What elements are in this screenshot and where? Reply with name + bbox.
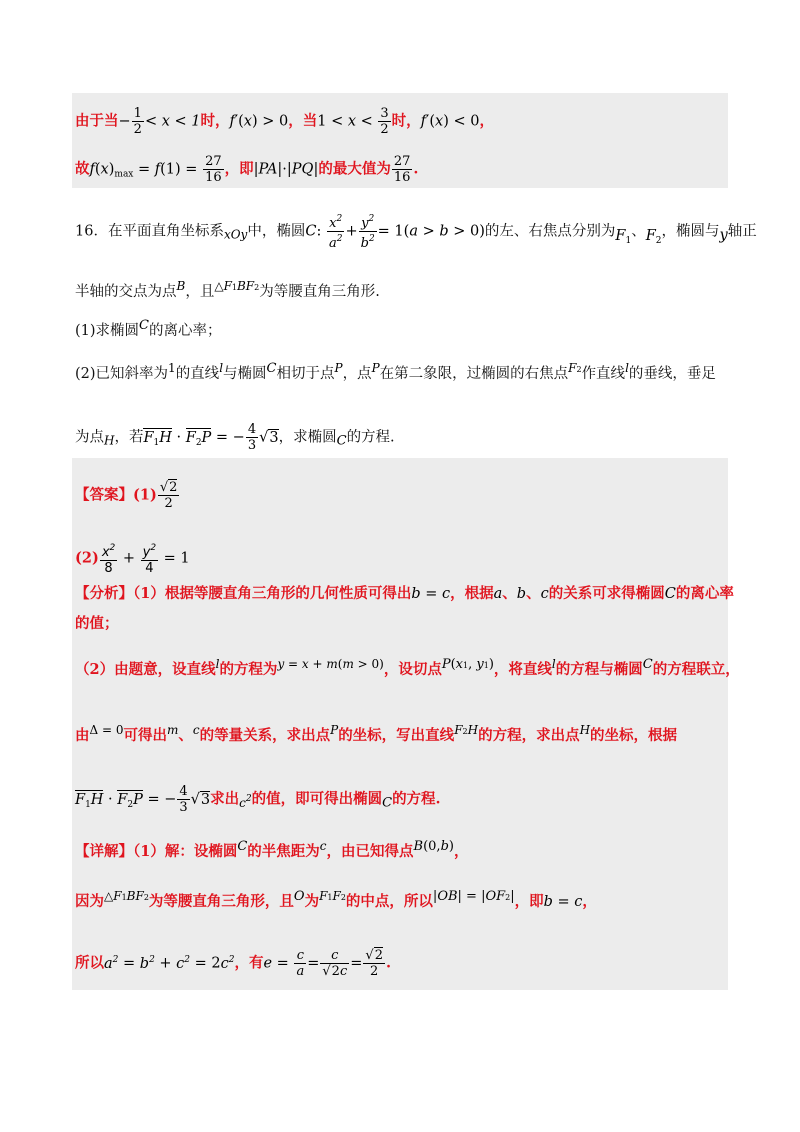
text: ， bbox=[479, 112, 494, 130]
text: ，且 bbox=[185, 284, 215, 300]
text: 可得出 bbox=[123, 727, 167, 744]
text: 的方程联立， bbox=[652, 661, 740, 678]
math-c: C bbox=[336, 433, 347, 449]
text: 的半焦距为 bbox=[247, 843, 320, 860]
detail-line-3: 所以$a^2 = b^2 + c^2 = 2c^2$，有e = $\frac{c}{a}$ = $\frac{c}{√2c}$ = $\frac{√2}{2}$ . bbox=[75, 948, 392, 979]
math-l: l bbox=[219, 361, 224, 375]
text: 因为 bbox=[75, 893, 104, 910]
answer-line-2: (2) $\frac{x^2}{8}$ + $\frac{y^2}{4}$ = 1 bbox=[75, 543, 190, 576]
text: ，即 bbox=[514, 893, 544, 910]
text: 中，椭圆 bbox=[247, 223, 306, 240]
answer-label: 【答案】 bbox=[75, 486, 133, 504]
text: . bbox=[413, 160, 419, 178]
text: ，将直线 bbox=[493, 661, 552, 678]
text: 的坐标，写出直线 bbox=[338, 727, 455, 744]
math-c: C bbox=[139, 318, 149, 333]
answer-line-1: 【答案】(1) $\frac{√2}{2}$ bbox=[75, 480, 178, 511]
math-l: l bbox=[215, 657, 220, 671]
text: . bbox=[385, 954, 392, 972]
text: ，根据 bbox=[450, 585, 494, 602]
text: 的值，即可得出椭圆 bbox=[251, 790, 383, 808]
prev-solution-line-1: 由于当− $\frac{1}{2}$ < x < 1时，f′(x) > 0，当1 < x < $\frac{3}{2}$ 时，f′(x) < 0， bbox=[75, 106, 494, 137]
detail-line-1: 【详解】（1）解：设椭圆C的半焦距为$^c$，由已知得点B(0,b)， bbox=[75, 839, 469, 860]
text: 的等量关系，求出点 bbox=[199, 727, 331, 744]
text: （1）根据等腰直角三角形的几何性质可得出 bbox=[133, 585, 412, 602]
problem-16-line-2: 半轴的交点为点$^B$，且$^{\triangle F1BF2}$为等腰直角三角形. bbox=[75, 279, 380, 300]
text: (1)求椭圆 bbox=[75, 323, 140, 339]
text: 时， bbox=[200, 112, 230, 130]
math-c: c bbox=[540, 586, 549, 602]
text: 、 bbox=[178, 727, 193, 744]
text: 为等腰直角三角形，且 bbox=[148, 893, 294, 910]
math-b: B bbox=[176, 279, 186, 293]
text: 的坐标，根据 bbox=[590, 727, 678, 744]
detail-line-2: 因为$^{\triangle F1BF2}$为等腰直角三角形，且O为$^{F1F2}$的中点，所以|OB| = |OF2|，即b = c， bbox=[75, 889, 597, 910]
problem-16-part-2: (2)已知斜率为$^1$的直线$^l$与椭圆C相切于点$^P$，点$^P$在第二象限，过椭圆的右焦点$^{F2}$作直线$^l$的垂线，垂足 bbox=[75, 361, 716, 382]
problem-number: 16． bbox=[75, 223, 108, 240]
text: 的方程为 bbox=[219, 661, 278, 678]
text: 在第二象限，过椭圆的右焦点 bbox=[379, 366, 569, 382]
analysis-line-3: （2）由题意，设直线$^l$的方程为$^{y = x + m(m > 0)}$，设切点P(x1, y1)，将直线$^l$的方程与椭圆C的方程联立， bbox=[75, 657, 740, 678]
text: ，当 bbox=[288, 112, 318, 130]
text: 的方程与椭圆 bbox=[555, 661, 643, 678]
math-y: y bbox=[719, 227, 728, 244]
text: 的离心率 bbox=[675, 585, 734, 602]
math-p: P bbox=[371, 361, 380, 375]
text: 的中点，所以 bbox=[345, 893, 433, 910]
text: ，即 bbox=[224, 160, 254, 178]
text: (2)已知斜率为 bbox=[75, 366, 169, 382]
math-l: l bbox=[551, 657, 556, 671]
text: 的方程. bbox=[392, 790, 441, 808]
text: 、 bbox=[631, 223, 646, 240]
math-p: P bbox=[334, 361, 343, 375]
problem-16-part-1 bbox=[75, 316, 222, 341]
math-C: C bbox=[664, 586, 676, 602]
math-c: c bbox=[319, 839, 327, 853]
math-a: a bbox=[493, 586, 503, 602]
analysis-line-2 bbox=[75, 614, 119, 634]
text: 轴正 bbox=[727, 223, 757, 240]
text: 、 bbox=[526, 585, 541, 602]
math-C: C bbox=[642, 657, 653, 672]
text: ，椭圆与 bbox=[661, 223, 720, 240]
text: 作直线 bbox=[581, 366, 626, 382]
text: 的值； bbox=[75, 615, 119, 632]
detail-label: 【详解】 bbox=[75, 843, 133, 860]
analysis-line-1: 【分析】（1）根据等腰直角三角形的几何性质可得出b = c，根据a、b、c的关系可求得椭圆C的离心率 bbox=[75, 585, 734, 602]
text: 的左、右焦点分别为 bbox=[484, 223, 616, 240]
text: 相切于点 bbox=[276, 366, 335, 382]
problem-16-line-1: 16．在平面直角坐标系$_{xOy}$中，椭圆C: $\frac{x^2}{a^2}$ + $\frac{y^2}{b^2}$ = 1(a > b > 0)的左、右焦点分别为$F_1$、$F_2$，椭圆与y轴正 bbox=[75, 214, 757, 251]
math-one: 1 bbox=[168, 361, 176, 375]
analysis-line-4: 由$^{\Delta = 0}$可得出$^m$、$^c$的等量关系，求出点$^P$的坐标，写出直线$^{F2H}$的方程，求出点$^H$的坐标，根据 bbox=[75, 723, 678, 744]
text: ， bbox=[582, 893, 597, 910]
math-c: C bbox=[266, 361, 277, 376]
text: 为点 bbox=[75, 429, 104, 446]
text: （2）由题意，设直线 bbox=[75, 661, 216, 678]
math-coord: xOy bbox=[223, 227, 248, 242]
text: 的垂线，垂足 bbox=[628, 366, 716, 382]
text: 的方程. bbox=[346, 429, 395, 446]
text: ，求椭圆 bbox=[278, 429, 337, 446]
text: 由于当 bbox=[75, 112, 119, 130]
text: (1) bbox=[133, 486, 157, 504]
math-o: O bbox=[293, 889, 305, 904]
text: ，有 bbox=[234, 954, 264, 972]
math-h: H bbox=[579, 723, 591, 737]
text: 为 bbox=[304, 893, 320, 910]
math-l: l bbox=[625, 361, 629, 375]
text: 的直线 bbox=[175, 366, 220, 382]
text: 为等腰直角三角形. bbox=[259, 284, 380, 300]
text: （1）解：设椭圆 bbox=[133, 843, 238, 860]
text: 与椭圆 bbox=[223, 366, 267, 382]
text: ，设切点 bbox=[383, 661, 442, 678]
math-C: C bbox=[237, 839, 248, 854]
problem-16-line-5: 为点$_H$，若$F_1H \cdot F_2P$ = − $\frac{4}{3}$ √3，求椭圆C的方程. bbox=[75, 422, 395, 453]
text: ， bbox=[453, 843, 469, 860]
math-m: m bbox=[166, 723, 179, 737]
math-C: C bbox=[382, 795, 393, 811]
text: 的最大值为 bbox=[318, 160, 391, 178]
prev-solution-line-2: 故$f(x)_{max} = f(1)$ = $\frac{27}{16}$ ，即|PA|·|PQ|的最大值为 $\frac{27}{16}$ . bbox=[75, 154, 419, 185]
analysis-label: 【分析】 bbox=[75, 585, 133, 602]
text: 时， bbox=[391, 112, 421, 130]
text: 求出 bbox=[210, 790, 240, 808]
text: 半轴的交点为点 bbox=[75, 284, 177, 300]
text: ，若 bbox=[114, 429, 144, 446]
text: 的方程，求出点 bbox=[478, 727, 580, 744]
text: 的关系可求得椭圆 bbox=[548, 585, 665, 602]
text: 的离心率； bbox=[149, 323, 222, 339]
text: 所以 bbox=[75, 954, 104, 972]
text: 在平面直角坐标系 bbox=[107, 223, 224, 240]
math-b: b bbox=[516, 586, 527, 602]
math-h: H bbox=[104, 433, 115, 448]
analysis-line-5: $F_1H \cdot F_2P$ = − $\frac{4}{3}$ √3求出$_{c^2}$的值，即可得出椭圆C的方程. bbox=[75, 784, 441, 815]
text: ，点 bbox=[342, 366, 372, 382]
math-p: P bbox=[330, 723, 339, 737]
text: 由 bbox=[75, 727, 90, 744]
text: 故 bbox=[75, 160, 90, 178]
text: 、 bbox=[502, 585, 517, 602]
text: (2) bbox=[75, 549, 99, 567]
math-c: c bbox=[192, 723, 200, 737]
text: ，由已知得点 bbox=[326, 843, 414, 860]
